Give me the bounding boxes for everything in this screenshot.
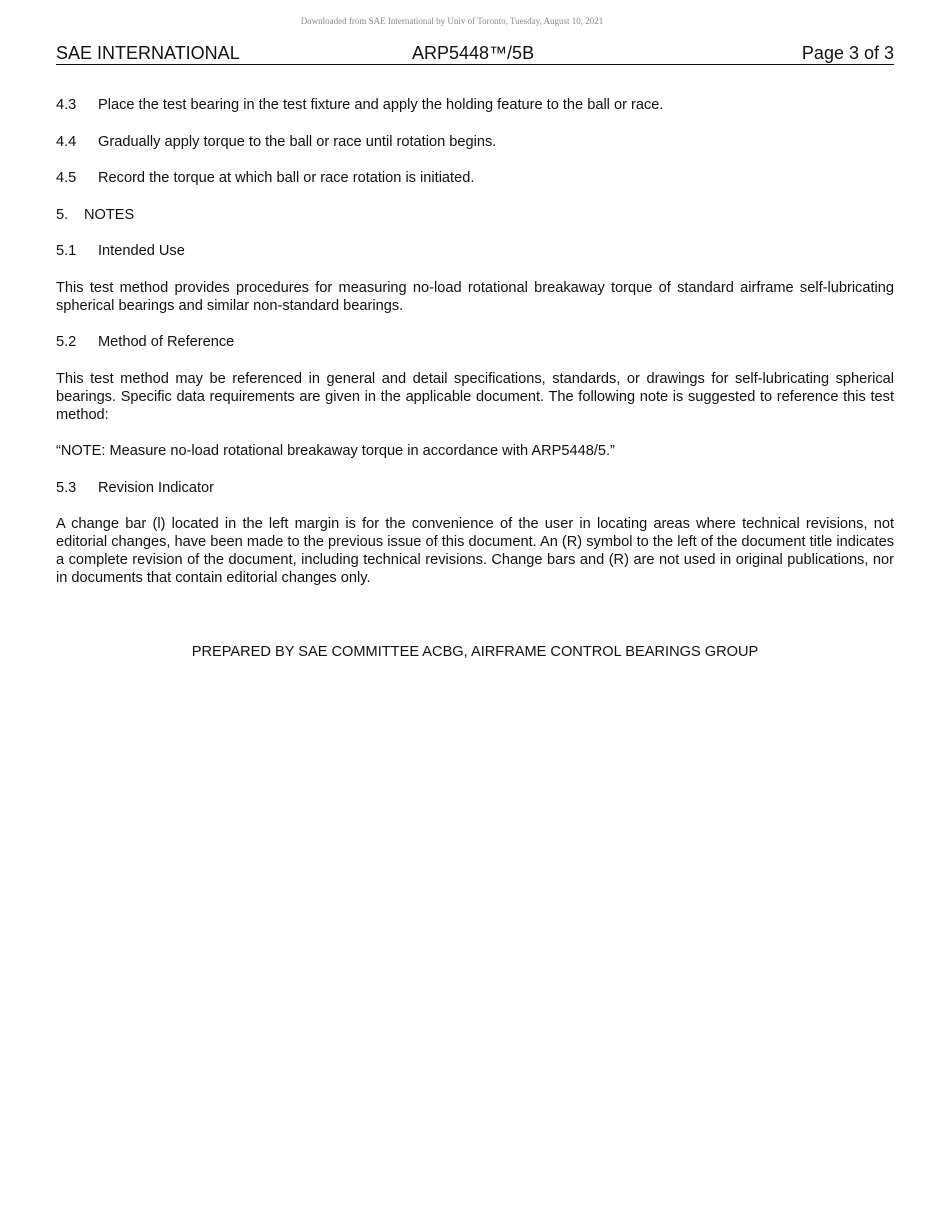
- page-header: [56, 43, 894, 65]
- section-5-2-note: “NOTE: Measure no-load rotational breakaway torque in accordance with ARP5448/5.”: [56, 443, 615, 459]
- section-5-2-heading: [56, 333, 894, 351]
- section-5-3-body: A change bar (l) located in the left margin is for the convenience of the user in locating areas where technical revisions, not editorial changes, have been made to the previous issue of this document. An (R) symbol to the left of the document title indicates a complete revision of the document, including technical revisions. Change bars and (R) are not used in original publications, nor in documents that contain editorial changes only.: [56, 516, 894, 586]
- header-org: SAE INTERNATIONAL: [56, 43, 240, 63]
- step-text: Gradually apply torque to the ball or race until rotation begins.: [98, 133, 497, 150]
- header-doc-id: ARP5448™/5B: [412, 43, 535, 63]
- header-page-number: Page 3 of 3: [801, 43, 894, 63]
- step-text: Record the torque at which ball or race rotation is initiated.: [98, 170, 475, 186]
- section-number: 5.: [56, 206, 69, 223]
- section-title: NOTES: [84, 206, 135, 223]
- step-4-3: [56, 96, 894, 114]
- prepared-by-statement: PREPARED BY SAE COMMITTEE ACBG, AIRFRAME CONTROL BEARINGS GROUP: [191, 644, 759, 660]
- section-number: 5.1: [56, 243, 77, 259]
- section-title: Method of Reference: [98, 334, 235, 350]
- section-number: 5.3: [56, 479, 77, 496]
- step-number: 4.5: [56, 170, 77, 186]
- section-number: 5.2: [56, 334, 77, 350]
- step-number: 4.3: [56, 97, 77, 113]
- section-5-1-heading: [56, 242, 894, 260]
- step-number: 4.4: [56, 133, 77, 150]
- step-4-5: [56, 169, 894, 187]
- step-4-4: [56, 133, 894, 151]
- section-5-2-body: This test method may be referenced in general and detail specifications, standards, or drawings for self-lubricating spherical bearings. Specific data requirements are given in the applicable document. The following note is suggested to reference this test method:: [56, 370, 894, 423]
- section-5-3-heading: [56, 479, 894, 497]
- step-text: Place the test bearing in the test fixture and apply the holding feature to the ball or race.: [98, 97, 664, 113]
- section-5-1-body: This test method provides procedures for measuring no-load rotational breakaway torque of standard airframe self-lubricating spherical bearings and similar non-standard bearings.: [56, 279, 894, 314]
- section-title: Revision Indicator: [98, 479, 214, 496]
- download-watermark: Downloaded from SAE International by Univ of Toronto, Tuesday, August 10, 2021: [300, 16, 604, 26]
- section-5-heading: [56, 206, 894, 224]
- document-body: [56, 96, 894, 606]
- section-title: Intended Use: [98, 243, 185, 259]
